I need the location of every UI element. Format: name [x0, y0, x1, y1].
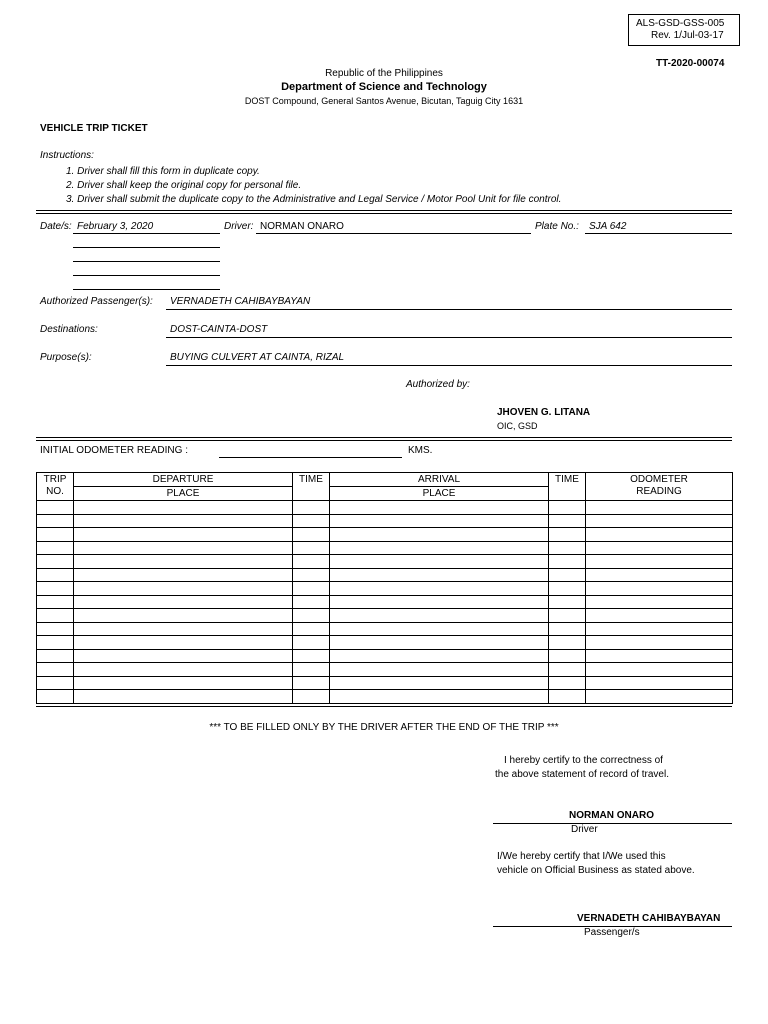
- department-name: Department of Science and Technology: [281, 81, 487, 93]
- trip-no-cell[interactable]: [37, 568, 74, 582]
- arrival-time-cell[interactable]: [549, 555, 586, 569]
- odometer-reading-cell[interactable]: [586, 622, 733, 636]
- driver-role: Driver: [571, 824, 598, 835]
- authorizer-name: JHOVEN G. LITANA: [497, 407, 591, 418]
- purpose-underline: [166, 365, 732, 366]
- header-time-departure: TIME: [293, 473, 330, 501]
- departure-place-cell[interactable]: [74, 501, 293, 515]
- arrival-place-cell[interactable]: [330, 501, 549, 515]
- arrival-time-cell[interactable]: [549, 514, 586, 528]
- departure-time-cell[interactable]: [293, 622, 330, 636]
- trip-no-cell[interactable]: [37, 676, 74, 690]
- departure-time-cell[interactable]: [293, 514, 330, 528]
- table-row: [37, 555, 733, 569]
- table-row: [37, 622, 733, 636]
- arrival-place-cell[interactable]: [330, 595, 549, 609]
- departure-time-cell[interactable]: [293, 663, 330, 677]
- ticket-number: TT-2020-00074: [656, 58, 725, 69]
- plate-underline: [585, 233, 732, 234]
- arrival-place-cell[interactable]: [330, 514, 549, 528]
- departure-time-cell[interactable]: [293, 690, 330, 704]
- date-underline-3: [73, 261, 220, 262]
- trip-table-body: [37, 501, 733, 704]
- date-value[interactable]: February 3, 2020: [77, 221, 154, 232]
- table-header-row-1: [37, 473, 733, 487]
- header-odometer: ODOMETER READING: [586, 473, 733, 501]
- purpose-value[interactable]: BUYING CULVERT AT CAINTA, RIZAL: [170, 352, 345, 363]
- departure-time-cell[interactable]: [293, 676, 330, 690]
- departure-place-cell[interactable]: [74, 663, 293, 677]
- odometer-reading-cell[interactable]: [586, 582, 733, 596]
- table-row: [37, 568, 733, 582]
- arrival-place-cell[interactable]: [330, 528, 549, 542]
- arrival-time-cell[interactable]: [549, 663, 586, 677]
- arrival-time-cell[interactable]: [549, 690, 586, 704]
- trip-no-cell[interactable]: [37, 649, 74, 663]
- arrival-time-cell[interactable]: [549, 582, 586, 596]
- destinations-label: Destinations:: [40, 324, 98, 335]
- odometer-unit: KMS.: [408, 445, 433, 456]
- instruction-item-1: 1. Driver shall fill this form in duplicate copy.: [66, 166, 260, 177]
- trip-table: [36, 472, 733, 704]
- arrival-time-cell[interactable]: [549, 676, 586, 690]
- driver-cert-line-2: the above statement of record of travel.: [495, 769, 669, 780]
- trip-no-cell[interactable]: [37, 595, 74, 609]
- driver-signature-name: NORMAN ONARO: [569, 810, 654, 821]
- arrival-place-cell[interactable]: [330, 555, 549, 569]
- authorized-by-label: Authorized by:: [406, 379, 470, 390]
- odometer-reading-cell[interactable]: [586, 555, 733, 569]
- arrival-time-cell[interactable]: [549, 568, 586, 582]
- odometer-reading-cell[interactable]: [586, 663, 733, 677]
- arrival-time-cell[interactable]: [549, 541, 586, 555]
- trip-no-cell[interactable]: [37, 582, 74, 596]
- odometer-reading-cell[interactable]: [586, 568, 733, 582]
- driver-underline: [256, 233, 531, 234]
- table-row: [37, 582, 733, 596]
- date-underline: [73, 233, 220, 234]
- date-underline-5: [73, 289, 220, 290]
- table-row: [37, 663, 733, 677]
- departure-place-cell[interactable]: [74, 622, 293, 636]
- driver-signature-line[interactable]: [493, 823, 732, 824]
- arrival-place-cell[interactable]: [330, 676, 549, 690]
- odometer-reading-cell[interactable]: [586, 501, 733, 515]
- date-label: Date/s:: [40, 221, 72, 232]
- plate-label: Plate No.:: [535, 221, 579, 232]
- arrival-place-cell[interactable]: [330, 609, 549, 623]
- odometer-reading-cell[interactable]: [586, 690, 733, 704]
- table-row: [37, 690, 733, 704]
- arrival-place-cell[interactable]: [330, 541, 549, 555]
- document-revision: Rev. 1/Jul-03-17: [651, 30, 724, 41]
- departure-time-cell[interactable]: [293, 501, 330, 515]
- passengers-underline: [166, 309, 732, 310]
- trip-no-cell[interactable]: [37, 501, 74, 515]
- arrival-time-cell[interactable]: [549, 595, 586, 609]
- odometer-reading-cell[interactable]: [586, 528, 733, 542]
- header-trip-no: TRIP NO.: [37, 473, 74, 501]
- odometer-separator-top: [36, 437, 732, 438]
- arrival-time-cell[interactable]: [549, 501, 586, 515]
- arrival-place-cell[interactable]: [330, 568, 549, 582]
- driver-cert-line-1: I hereby certify to the correctness of: [504, 755, 663, 766]
- document-code-box: [628, 14, 740, 46]
- departure-place-cell[interactable]: [74, 568, 293, 582]
- arrival-time-cell[interactable]: [549, 636, 586, 650]
- driver-value[interactable]: NORMAN ONARO: [260, 221, 344, 232]
- table-row: [37, 501, 733, 515]
- form-title: VEHICLE TRIP TICKET: [40, 123, 148, 134]
- odometer-reading-cell[interactable]: [586, 636, 733, 650]
- table-row: [37, 528, 733, 542]
- departure-time-cell[interactable]: [293, 636, 330, 650]
- plate-value[interactable]: SJA 642: [589, 221, 627, 232]
- passenger-role: Passenger/s: [584, 927, 640, 938]
- departure-place-cell[interactable]: [74, 636, 293, 650]
- departure-time-cell[interactable]: [293, 555, 330, 569]
- departure-time-cell[interactable]: [293, 568, 330, 582]
- passenger-cert-line-2: vehicle on Official Business as stated above.: [497, 865, 695, 876]
- passengers-label: Authorized Passenger(s):: [40, 296, 153, 307]
- passenger-cert-line-1: I/We hereby certify that I/We used this: [497, 851, 666, 862]
- destinations-underline: [166, 337, 732, 338]
- instruction-item-2: 2. Driver shall keep the original copy for personal file.: [66, 180, 302, 191]
- departure-place-cell[interactable]: [74, 582, 293, 596]
- odometer-label: INITIAL ODOMETER READING :: [40, 445, 188, 456]
- departure-place-cell[interactable]: [74, 528, 293, 542]
- departure-place-cell[interactable]: [74, 690, 293, 704]
- departure-place-cell[interactable]: [74, 514, 293, 528]
- trip-no-cell[interactable]: [37, 622, 74, 636]
- authorizer-title: OIC, GSD: [497, 421, 538, 431]
- header-time-arrival: TIME: [549, 473, 586, 501]
- departure-place-cell[interactable]: [74, 595, 293, 609]
- driver-label: Driver:: [224, 221, 254, 232]
- departure-time-cell[interactable]: [293, 649, 330, 663]
- odometer-input-line[interactable]: [219, 457, 402, 458]
- table-row: [37, 541, 733, 555]
- instructions-label: Instructions:: [40, 150, 94, 161]
- table-row: [37, 676, 733, 690]
- trip-no-cell[interactable]: [37, 609, 74, 623]
- header-departure: DEPARTURE: [74, 473, 293, 487]
- document-code: ALS-GSD-GSS-005: [636, 18, 725, 29]
- table-row: [37, 609, 733, 623]
- arrival-place-cell[interactable]: [330, 636, 549, 650]
- table-row: [37, 636, 733, 650]
- departure-place-cell[interactable]: [74, 609, 293, 623]
- trip-no-cell[interactable]: [37, 555, 74, 569]
- departure-place-cell[interactable]: [74, 541, 293, 555]
- odometer-reading-cell[interactable]: [586, 676, 733, 690]
- arrival-place-cell[interactable]: [330, 690, 549, 704]
- departure-place-cell[interactable]: [74, 555, 293, 569]
- destinations-value[interactable]: DOST-CAINTA-DOST: [170, 324, 268, 335]
- footer-note: *** TO BE FILLED ONLY BY THE DRIVER AFTER THE END OF THE TRIP ***: [209, 722, 559, 733]
- table-bottom-rule: [36, 706, 732, 707]
- date-underline-2: [73, 247, 220, 248]
- arrival-time-cell[interactable]: [549, 528, 586, 542]
- arrival-place-cell[interactable]: [330, 649, 549, 663]
- departure-time-cell[interactable]: [293, 609, 330, 623]
- trip-no-cell[interactable]: [37, 663, 74, 677]
- arrival-place-cell[interactable]: [330, 582, 549, 596]
- header-departure-place: PLACE: [74, 487, 293, 501]
- departure-place-cell[interactable]: [74, 676, 293, 690]
- header-arrival: ARRIVAL: [330, 473, 549, 487]
- arrival-time-cell[interactable]: [549, 609, 586, 623]
- odometer-reading-cell[interactable]: [586, 514, 733, 528]
- date-underline-4: [73, 275, 220, 276]
- arrival-place-cell[interactable]: [330, 622, 549, 636]
- arrival-time-cell[interactable]: [549, 622, 586, 636]
- odometer-reading-cell[interactable]: [586, 649, 733, 663]
- odometer-reading-cell[interactable]: [586, 609, 733, 623]
- table-row: [37, 595, 733, 609]
- arrival-time-cell[interactable]: [549, 649, 586, 663]
- odometer-reading-cell[interactable]: [586, 595, 733, 609]
- trip-no-cell[interactable]: [37, 528, 74, 542]
- table-row: [37, 514, 733, 528]
- separator-bottom: [36, 213, 732, 214]
- trip-no-cell[interactable]: [37, 541, 74, 555]
- departure-time-cell[interactable]: [293, 582, 330, 596]
- trip-no-cell[interactable]: [37, 514, 74, 528]
- header-arrival-place: PLACE: [330, 487, 549, 501]
- departure-time-cell[interactable]: [293, 528, 330, 542]
- separator-top: [36, 210, 732, 211]
- trip-no-cell[interactable]: [37, 636, 74, 650]
- passenger-signature-name: VERNADETH CAHIBAYBAYAN: [577, 913, 721, 924]
- department-address: DOST Compound, General Santos Avenue, Bicutan, Taguig City 1631: [244, 96, 524, 106]
- odometer-separator-bottom: [36, 440, 732, 441]
- arrival-place-cell[interactable]: [330, 663, 549, 677]
- table-row: [37, 649, 733, 663]
- instruction-item-3: 3. Driver shall submit the duplicate copy to the Administrative and Legal Service / Motor Pool Unit for file control.: [66, 194, 562, 205]
- purpose-label: Purpose(s):: [40, 352, 92, 363]
- passengers-value[interactable]: VERNADETH CAHIBAYBAYAN: [170, 296, 311, 307]
- departure-time-cell[interactable]: [293, 541, 330, 555]
- trip-no-cell[interactable]: [37, 690, 74, 704]
- departure-place-cell[interactable]: [74, 649, 293, 663]
- departure-time-cell[interactable]: [293, 595, 330, 609]
- republic-label: Republic of the Philippines: [325, 68, 443, 79]
- odometer-reading-cell[interactable]: [586, 541, 733, 555]
